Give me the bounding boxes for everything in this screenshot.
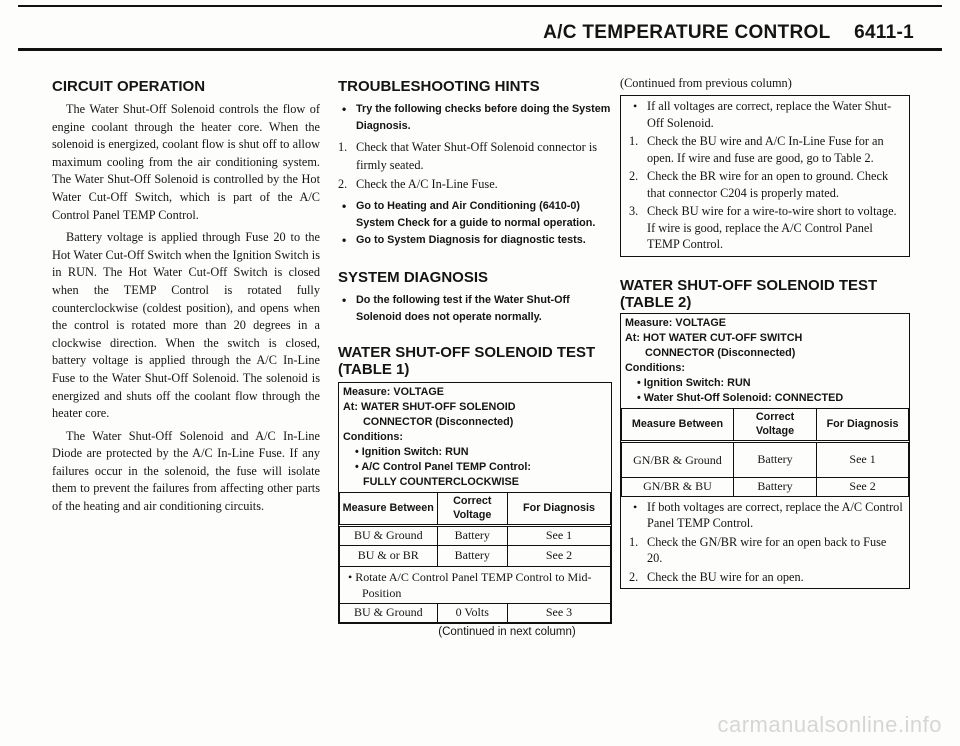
continued-column bbox=[620, 76, 910, 589]
column-header: Measure Between bbox=[340, 492, 438, 525]
list-item: 2. Check the BR wire for an open to ground. Check that connector C204 is properly mated. bbox=[629, 169, 889, 200]
continued-note: (Continued in next column) bbox=[438, 625, 576, 638]
table-row: GN/BR & BU Battery See 2 bbox=[622, 477, 909, 496]
troubleshooting-column bbox=[338, 78, 616, 638]
table1-grid bbox=[339, 492, 611, 623]
circuit-paragraph: The Water Shut-Off Solenoid controls the flow of engine coolant through the heater core. When the solenoid is energized, coolant flow is shut off to allow maximum cooling from the air conditioning system. The Water Shut-Off Solenoid is controlled by the Hot Water Cut-Off Switch, which is part of the A/C Control Panel TEMP Control. bbox=[52, 102, 320, 222]
system-diagnosis-list bbox=[338, 292, 616, 326]
table-row: BU & or BR Battery See 2 bbox=[340, 545, 611, 566]
list-item: 2. Check the A/C In-Line Fuse. bbox=[338, 177, 498, 192]
page-number: 6411-1 bbox=[854, 22, 914, 43]
list-item: • Go to System Diagnosis for diagnostic tests. bbox=[342, 232, 586, 247]
table2-grid bbox=[621, 408, 909, 497]
list-item: 1. Check the BU wire and A/C In-Line Fuse for an open. If wire and fuse are good, go to Table 2. bbox=[629, 134, 884, 165]
table1-heading: WATER SHUT-OFF SOLENOID TEST (TABLE 1) bbox=[338, 343, 596, 378]
list-item: • Do the following test if the Water Shut-Off Solenoid does not operate normally. bbox=[342, 292, 570, 323]
column-header: Measure Between bbox=[622, 408, 734, 441]
continued-box bbox=[620, 95, 910, 257]
list-item: 2. Check the BU wire for an open. bbox=[629, 569, 804, 584]
watermark: carmanualsonline.info bbox=[717, 712, 942, 737]
list-item: • If both voltages are correct, replace the A/C Control Panel TEMP Control. bbox=[633, 499, 903, 530]
circuit-paragraph: Battery voltage is applied through Fuse 20 to the Hot Water Cut-Off Switch when the Ignition Switch is in RUN. The Hot Water Cut-Off Switch is closed when the TEMP Control is rotated fully counterclockwise (coldest position), and opens when the control is rotated more than 20 degrees in a clockwise direction. When the switch is closed, battery voltage is applied through the A/C In-Line Fuse to the Water Shut-Off Solenoid. The solenoid is energized and shuts off the coolant flow through the heater core. bbox=[52, 230, 320, 421]
circuit-paragraph: The Water Shut-Off Solenoid and A/C In-Line Diode are protected by the A/C In-Line Fuse. If any failures occur in the solenoid, the fuse will isolate them to prevent the failures from affecting other parts of the heating and air conditioning circuits. bbox=[52, 428, 320, 514]
list-item: 1. Check that Water Shut-Off Solenoid connector is firmly seated. bbox=[338, 140, 598, 172]
table-note-row: • Rotate A/C Control Panel TEMP Control to Mid-Position bbox=[340, 566, 611, 603]
column-header: For Diagnosis bbox=[508, 492, 611, 525]
list-item: • If all voltages are correct, replace the Water Shut-Off Solenoid. bbox=[633, 99, 892, 130]
table1-spec: Measure: VOLTAGE At: WATER SHUT-OFF SOLENOID CONNECTOR (Disconnected) Conditions: • Ignition Switch: RUN • A/C Control Panel TEMP Control: FULLY COUNTERCLOCKWISE bbox=[343, 385, 531, 488]
troubleshooting-heading: TROUBLESHOOTING HINTS bbox=[338, 78, 540, 95]
table-header-row bbox=[340, 492, 611, 525]
list-item: 1. Check the GN/BR wire for an open back to Fuse 20. bbox=[629, 534, 887, 565]
page-header bbox=[543, 22, 914, 44]
column-header: Correct Voltage bbox=[733, 408, 816, 441]
troubleshooting-list bbox=[338, 101, 616, 249]
table-row: BU & Ground Battery See 1 bbox=[340, 525, 611, 545]
list-item: 3. Check BU wire for a wire-to-wire short to voltage. If wire is good, replace the A/C Control Panel TEMP Control. bbox=[629, 204, 897, 251]
column-header: Correct Voltage bbox=[437, 492, 507, 525]
system-diagnosis-heading: SYSTEM DIAGNOSIS bbox=[338, 268, 489, 286]
continued-from-note: (Continued from previous column) bbox=[620, 76, 792, 90]
top-rule bbox=[18, 5, 942, 7]
table-row: GN/BR & Ground Battery See 1 bbox=[622, 441, 909, 477]
column-header: For Diagnosis bbox=[817, 408, 909, 441]
circuit-operation-column bbox=[52, 78, 320, 516]
page-title: A/C TEMPERATURE CONTROL bbox=[543, 22, 831, 43]
header-rule bbox=[18, 48, 942, 51]
table-header-row bbox=[622, 408, 909, 441]
table1-box bbox=[338, 382, 612, 624]
table2-spec: Measure: VOLTAGE At: HOT WATER CUT-OFF SWITCH CONNECTOR (Disconnected) Conditions: • Ignition Switch: RUN • Water Shut-Off Solenoid: CONNECTED bbox=[625, 316, 844, 404]
list-item: • Try the following checks before doing the System Diagnosis. bbox=[342, 102, 611, 132]
table2-box bbox=[620, 313, 910, 590]
table2-notes bbox=[621, 497, 909, 589]
list-item: • Go to Heating and Air Conditioning (6410-0) System Check for a guide to normal operation. bbox=[342, 198, 596, 229]
table2-heading: WATER SHUT-OFF SOLENOID TEST (TABLE 2) bbox=[620, 276, 878, 311]
circuit-operation-heading: CIRCUIT OPERATION bbox=[52, 78, 206, 95]
table-row: BU & Ground 0 Volts See 3 bbox=[340, 603, 611, 622]
